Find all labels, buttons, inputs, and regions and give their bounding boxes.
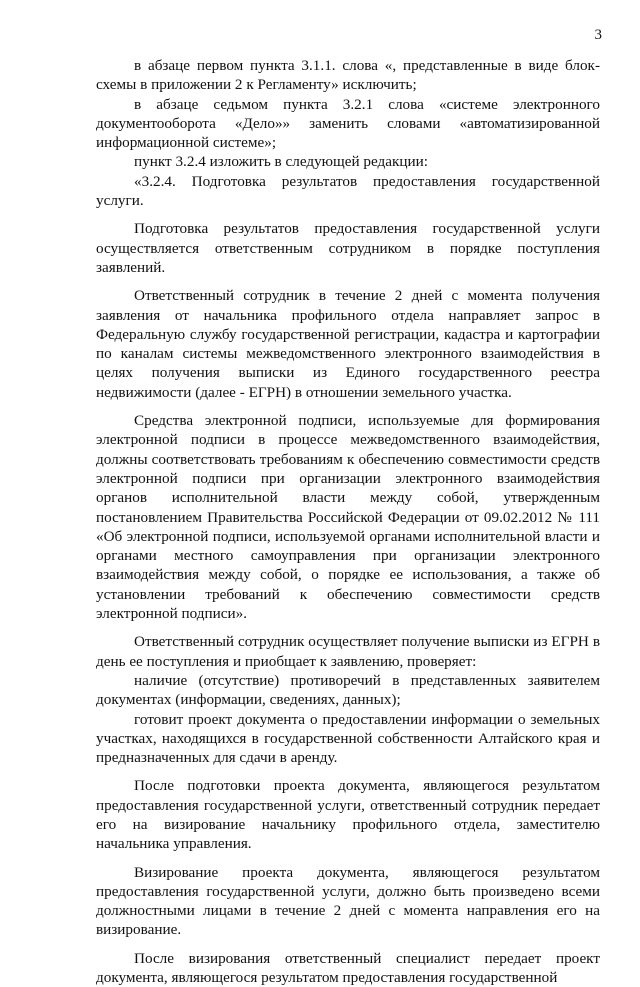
paragraph-section-3-2-4-title: «3.2.4. Подготовка результатов предоставления государственной услуги.	[96, 172, 600, 210]
paragraph-check-contradictions: наличие (отсутствие) противоречий в представленных заявителем документах (информации, сведениях, данных);	[96, 671, 600, 709]
paragraph-preparation: Подготовка результатов предоставления государственной услуги осуществляется ответственным сотрудником в порядке поступления заявлений.	[96, 220, 600, 276]
document-body	[96, 56, 600, 987]
paragraph-prepare-draft: готовит проект документа о предоставлении информации о земельных участках, находящихся в государственной собственности Алтайского края и предназначенных для сдачи в аренду.	[96, 710, 600, 767]
paragraph-send-for-approval: После подготовки проекта документа, являющегося результатом предоставления государственной услуги, ответственный сотрудник передает его на визирование начальнику профильного отдела, заместителю начальника управления.	[96, 777, 600, 853]
paragraph-amend-3-2-4-intro: пункт 3.2.4 изложить в следующей редакции:	[134, 153, 428, 171]
paragraph-amend-3-1-1: в абзаце первом пункта 3.1.1. слова «, представленные в виде блок-схемы в приложении 2 к Регламенту» исключить;	[96, 57, 600, 94]
paragraph-after-approval: После визирования ответственный специалист передает проект документа, являющегося результатом предоставления государственной	[96, 949, 600, 987]
paragraph-receive-extract: Ответственный сотрудник осуществляет получение выписки из ЕГРН в день ее поступления и приобщает к заявлению, проверяет:	[96, 633, 600, 670]
paragraph-request-egrn: Ответственный сотрудник в течение 2 дней с момента получения заявления от начальника профильного отдела направляет запрос в Федеральную службу государственной регистрации, кадастра и картографии по каналам системы межведомственного электронного взаимодействия в целях получения выписки из Единого государственного реестра недвижимости (далее - ЕГРН) в отношении земельного участка.	[96, 287, 600, 401]
paragraph-electronic-signature: Средства электронной подписи, используемые для формирования электронной подписи в процессе межведомственного взаимодействия, должны соответствовать требованиям к обеспечению совместимости средств электронной подписи при организации электронного взаимодействия органов исполнительной власти между собой, утвержденным постановлением Правительства Российской Федерации от 09.02.2012 № 111 «Об электронной подписи, используемой органами исполнительной власти и органами местного самоуправления при организации электронного взаимодействия между собой, о порядке ее использования, а также об установлении требований к обеспечению совместимости средств электронной подписи».	[96, 412, 600, 623]
page-number: 3	[594, 27, 602, 43]
paragraph-amend-3-2-1: в абзаце седьмом пункта 3.2.1 слова «системе электронного документооборота «Дело»» заменить словами «автоматизированной информационной системе»;	[96, 95, 600, 152]
paragraph-approval-deadline: Визирование проекта документа, являющегося результатом предоставления государственной услуги, должно быть произведено всеми должностными лицами в течение 2 дней с момента направления его на визирование.	[96, 863, 600, 939]
